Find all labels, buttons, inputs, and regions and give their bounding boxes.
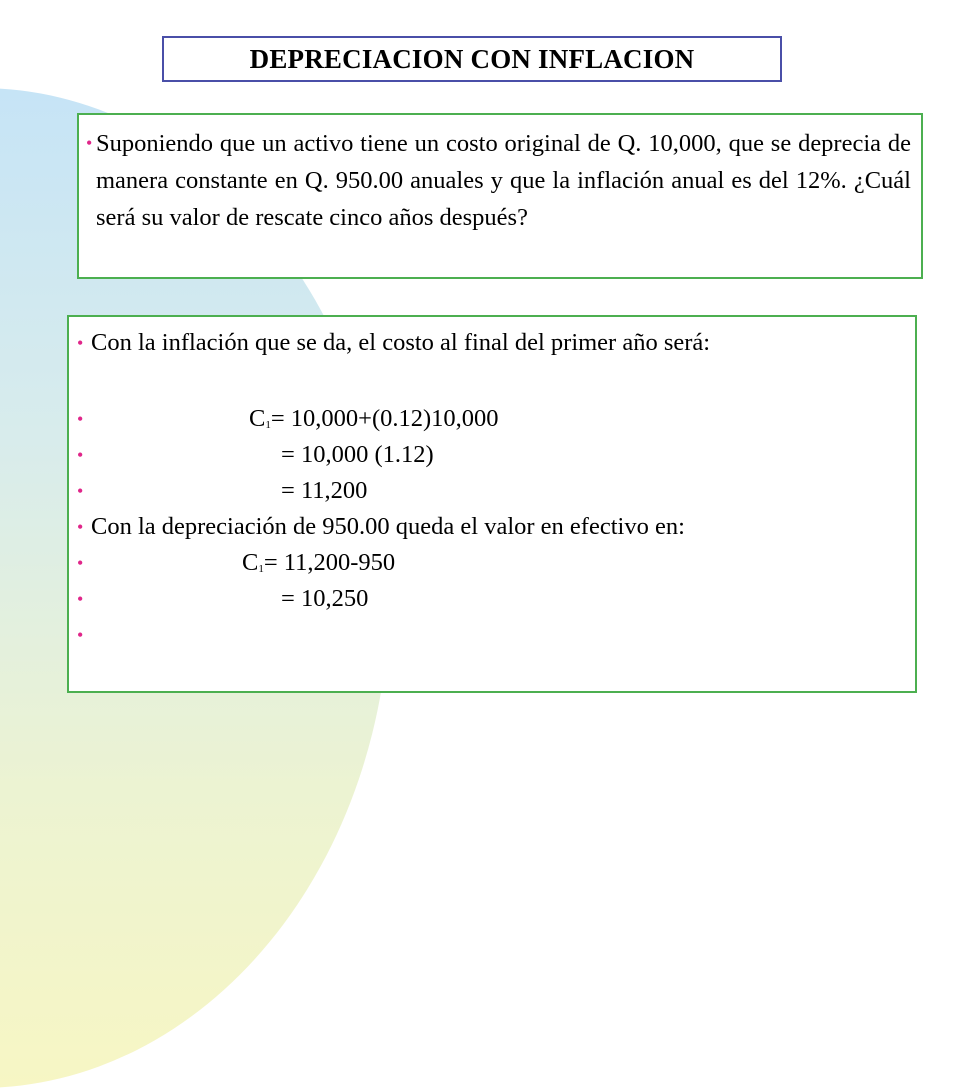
bullet-icon: • xyxy=(77,481,84,501)
bullet-icon: • xyxy=(77,333,84,353)
solution-box xyxy=(67,315,917,693)
solution-line-6 xyxy=(77,545,915,581)
formula-subscript: 1 xyxy=(258,563,264,575)
bullet-icon: • xyxy=(77,589,84,609)
problem-statement xyxy=(87,125,911,236)
slide-title: DEPRECIACION CON INFLACION xyxy=(249,43,695,74)
title-box xyxy=(162,36,782,82)
formula-var: C xyxy=(249,405,266,432)
solution-line-2 xyxy=(77,401,915,437)
problem-box xyxy=(77,113,923,279)
bullet-icon: • xyxy=(77,517,84,537)
solution-line-3 xyxy=(77,437,915,473)
solution-line-5 xyxy=(77,509,915,545)
formula-step-2: = 10,000 (1.12) xyxy=(281,441,434,468)
solution-line-8 xyxy=(77,617,915,653)
formula-rest: = 11,200-950 xyxy=(263,549,396,576)
formula-var: C xyxy=(242,549,259,576)
bullet-icon: • xyxy=(77,553,84,573)
formula-result: = 10,250 xyxy=(281,585,369,612)
bullet-icon: • xyxy=(77,445,84,465)
formula-rest: = 10,000+(0.12)10,000 xyxy=(270,405,499,432)
problem-text: Suponiendo que un activo tiene un costo original de Q. 10,000, que se deprecia de manera constante en Q. 950.00 anuales y que la inflación anual es del 12%. ¿Cuál será su valor de rescate cinco años después? xyxy=(96,130,911,231)
bullet-icon: • xyxy=(77,409,84,429)
solution-text-2: Con la depreciación de 950.00 queda el valor en efectivo en: xyxy=(91,513,685,540)
solution-line-7 xyxy=(77,581,915,617)
solution-text-1: Con la inflación que se da, el costo al final del primer año será: xyxy=(91,329,711,356)
solution-blank-line xyxy=(77,361,915,401)
solution-line-1 xyxy=(77,325,915,361)
bullet-icon: • xyxy=(86,133,93,153)
formula-step-3: = 11,200 xyxy=(281,477,368,504)
solution-line-4 xyxy=(77,473,915,509)
formula-subscript: 1 xyxy=(265,419,271,431)
bullet-icon: • xyxy=(77,625,84,645)
